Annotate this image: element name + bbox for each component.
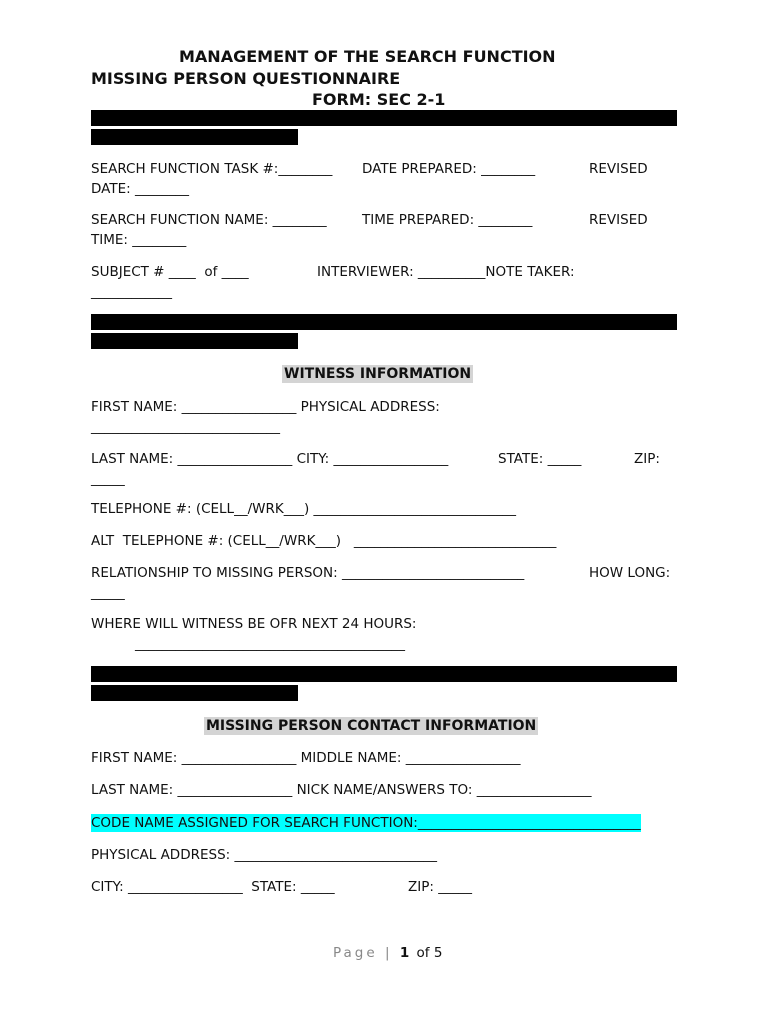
witness-telephone-field[interactable]: TELEPHONE #: (CELL__/WRK___) ______________________________	[91, 501, 517, 517]
revised-date-label: REVISED	[589, 161, 648, 177]
search-function-name-field[interactable]: SEARCH FUNCTION NAME: ________	[91, 212, 327, 228]
revised-time-field[interactable]: TIME: ________	[91, 232, 187, 248]
time-prepared-field[interactable]: TIME PREPARED: ________	[362, 212, 533, 228]
note-taker-field[interactable]: ____________	[91, 284, 172, 300]
witness-how-long-label: HOW LONG:	[589, 565, 671, 581]
page-footer	[333, 945, 442, 961]
form-title-line1: MANAGEMENT OF THE SEARCH FUNCTION	[179, 47, 556, 66]
mp-code-name-field[interactable]: CODE NAME ASSIGNED FOR SEARCH FUNCTION:_________________________________	[91, 815, 641, 831]
interviewer-field[interactable]: INTERVIEWER: __________NOTE TAKER:	[317, 264, 575, 280]
mp-last-nick-name-field[interactable]: LAST NAME: _________________ NICK NAME/ANSWERS TO: _________________	[91, 782, 592, 798]
redaction-bar	[91, 129, 298, 145]
redaction-bar	[91, 666, 677, 682]
revised-date-field[interactable]: DATE: ________	[91, 181, 189, 197]
form-title-line2: MISSING PERSON QUESTIONNAIRE	[91, 69, 401, 88]
redaction-bar	[91, 314, 677, 330]
witness-alt-telephone-field[interactable]: ALT TELEPHONE #: (CELL__/WRK___) ______________________________	[91, 533, 557, 549]
witness-zip-label: ZIP:	[634, 451, 660, 467]
witness-zip-field[interactable]: _____	[91, 471, 125, 487]
witness-relationship-field[interactable]: RELATIONSHIP TO MISSING PERSON: ___________________________	[91, 565, 525, 581]
mp-physical-address-field[interactable]: PHYSICAL ADDRESS: ______________________________	[91, 847, 437, 863]
redaction-bar	[91, 333, 298, 349]
task-number-field[interactable]: SEARCH FUNCTION TASK #:________	[91, 161, 333, 177]
mp-first-middle-name-field[interactable]: FIRST NAME: _________________ MIDDLE NAME: _________________	[91, 750, 521, 766]
form-title-line3: FORM: SEC 2-1	[312, 90, 446, 109]
witness-section-heading: WITNESS INFORMATION	[284, 366, 472, 382]
witness-next-location-field[interactable]: ________________________________________	[135, 636, 405, 652]
redaction-bar	[91, 685, 298, 701]
witness-next-location-label: WHERE WILL WITNESS BE OFR NEXT 24 HOURS:	[91, 616, 417, 632]
witness-first-name-field[interactable]: FIRST NAME: _________________ PHYSICAL ADDRESS:	[91, 399, 440, 415]
page-number: 1	[399, 945, 410, 961]
mp-zip-field[interactable]: ZIP: _____	[408, 879, 472, 895]
witness-how-long-field[interactable]: _____	[91, 585, 125, 601]
revised-time-label: REVISED	[589, 212, 648, 228]
page-total: of 5	[416, 945, 443, 961]
subject-number-field[interactable]: SUBJECT # ____ of ____	[91, 264, 249, 280]
witness-address-field[interactable]: ____________________________	[91, 419, 280, 435]
redaction-bar	[91, 110, 677, 126]
mp-city-state-field[interactable]: CITY: _________________ STATE: _____	[91, 879, 335, 895]
missing-person-section-heading: MISSING PERSON CONTACT INFORMATION	[206, 718, 537, 734]
date-prepared-field[interactable]: DATE PREPARED: ________	[362, 161, 536, 177]
page-label: Page |	[333, 945, 393, 961]
witness-last-name-city-field[interactable]: LAST NAME: _________________ CITY: _________________	[91, 451, 449, 467]
witness-state-field[interactable]: STATE: _____	[498, 451, 582, 467]
